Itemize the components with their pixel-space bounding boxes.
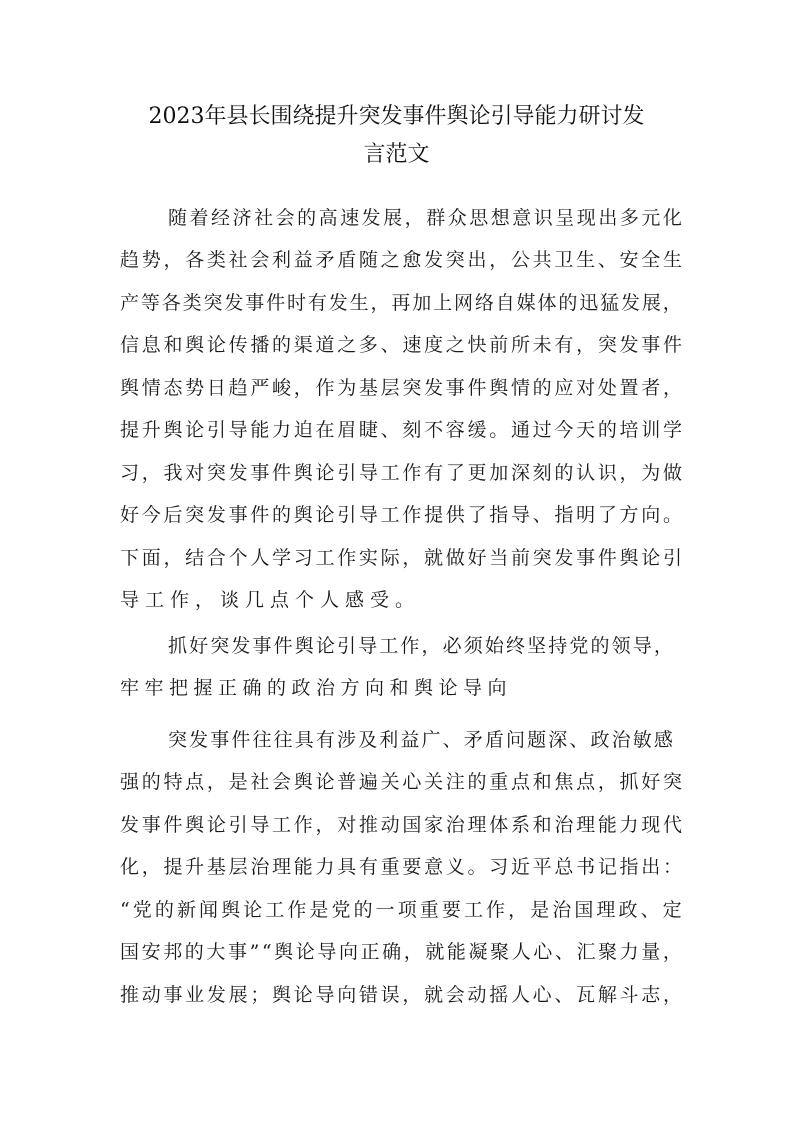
text-line: 导工作，谈几点个人感受。 — [120, 589, 421, 611]
text-line: “ 党 的 新 闻 舆 论 工 作 是 党 的 一 项 重 要 工 作 ， 是 治 国 理 政 、 定 — [120, 899, 682, 921]
heading-line: 牢牢把握正确的政治方向和舆论导向 — [120, 677, 513, 699]
text-line: 发 事 件 舆 论 引 导 工 作 ， 对 推 动 国 家 治 理 体 系 和 治 理 能 力 现 代 — [120, 814, 682, 836]
text-line: 下 面 ， 结 合 个 人 学 习 工 作 实 际 ， 就 做 好 当 前 突 发 事 件 舆 论 引 — [120, 547, 682, 569]
text-line: 提 升 舆 论 引 导 能 力 迫 在 眉 睫 、 刻 不 容 缓 。 通 过 今 天 的 培 训 学 — [120, 419, 682, 441]
text-line: 好 今 后 突 发 事 件 的 舆 论 引 导 工 作 提 供 了 指 导 、 指 明 了 方 向 。 — [120, 504, 682, 526]
heading-line: 抓 好 突 发 事 件 舆 论 引 导 工 作 ， 必 须 始 终 坚 持 党 的 领 导 ， — [168, 635, 673, 657]
document-title-line-1: 2023年县长围绕提升突发事件舆论引导能力研讨发 — [148, 104, 645, 129]
text-line: 习 ， 我 对 突 发 事 件 舆 论 引 导 工 作 有 了 更 加 深 刻 的 认 识 ， 为 做 — [120, 462, 682, 484]
text-line: 推 动 事 业 发 展 ； 舆 论 导 向 错 误 ， 就 会 动 摇 人 心 、 瓦 解 斗 志 ， — [120, 984, 682, 1006]
text-line: 强 的 特 点 ， 是 社 会 舆 论 普 遍 关 心 关 注 的 重 点 和 焦 点 ， 抓 好 突 — [120, 771, 682, 793]
text-line: 随 着 经 济 社 会 的 高 速 发 展 ， 群 众 思 想 意 识 呈 现 出 多 元 化 — [168, 207, 682, 229]
text-line: 突 发 事 件 往 往 具 有 涉 及 利 益 广 、 矛 盾 问 题 深 、 政 治 敏 感 — [168, 729, 673, 751]
text-line: 化 ， 提 升 基 层 治 理 能 力 具 有 重 要 意 义 。 习 近 平 总 书 记 指 出 ： — [120, 856, 682, 878]
text-line: 舆 情 态 势 日 趋 严 峻 ， 作 为 基 层 突 发 事 件 舆 情 的 应 对 处 置 者 ， — [120, 377, 682, 399]
document-title-line-2: 言范文 — [363, 142, 430, 167]
text-line: 产 等 各 类 突 发 事 件 时 有 发 生 ， 再 加 上 网 络 自 媒 体 的 迅 猛 发 展 ， — [120, 292, 682, 314]
text-line: 国 安 邦 的 大 事 ” “ 舆 论 导 向 正 确 ， 就 能 凝 聚 人 心 、 汇 聚 力 量 ， — [120, 941, 682, 963]
text-line: 趋 势 ， 各 类 社 会 利 益 矛 盾 随 之 愈 发 突 出 ， 公 共 卫 生 、 安 全 生 — [120, 249, 682, 271]
text-line: 信 息 和 舆 论 传 播 的 渠 道 之 多 、 速 度 之 快 前 所 未 有 ， 突 发 事 件 — [120, 334, 682, 356]
